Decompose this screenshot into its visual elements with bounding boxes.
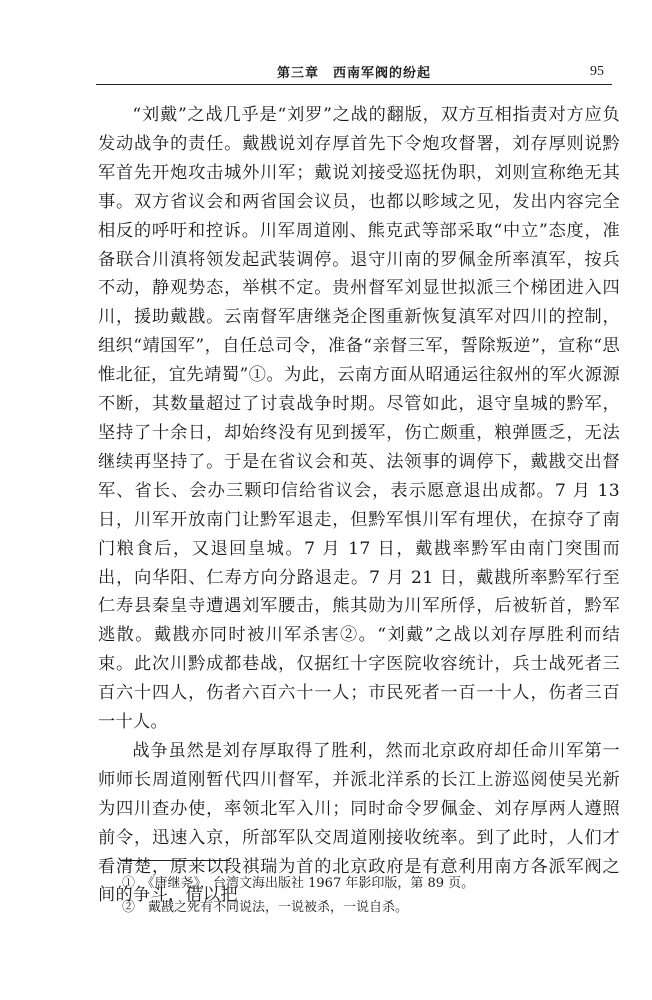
running-header — [96, 60, 612, 86]
page-number: 95 — [590, 64, 604, 79]
paragraph-1: “刘戴”之战几乎是“刘罗”之战的翻版，双方互相指责对方应负发动战争的责任。戴戡说刘存厚首先下令炮攻督署，刘存厚则说黔军首先开炮攻击城外川军；戴说刘接受巡抚伪职，刘则宣称绝无其事。双方省议会和两省国会议员，也都以畛域之见，发出内容完全相反的呼吁和控诉。川军周道刚、熊克武等部采取“中立”态度，准备联合川滇将领发起武装调停。退守川南的罗佩金所率滇军，按兵不动，静观势态，举棋不定。贵州督军刘显世拟派三个梯团进入四川，援助戴戡。云南督军唐继尧企图重新恢复滇军对四川的控制，组织“靖国军”，自任总司令，准备“亲督三军，誓除叛逆”，宣称“思惟北征，宜先靖蜀”①。为此，云南方面从昭通运往叙州的军火源源不断，其数量超过了讨袁战争时期。尽管如此，退守皇城的黔军，坚持了十余日，却始终没有见到援军，伤亡颇重，粮弹匮乏，无法继续再坚持了。于是在省议会和英、法领事的调停下，戴戡交出督军、省长、会办三颗印信给省议会，表示愿意退出成都。7 月 13 日，川军开放南门让黔军退走，但黔军惧川军有埋伏，在掠夺了南门粮食后，又退回皇城。7 月 17 日，戴戡率黔军由南门突围而出，向华阳、仁寿方向分路退走。7 月 21 日，戴戡所率黔军行至仁寿县秦皇寺遭遇刘军腰击，熊其勋为川军所俘，后被斩首，黔军逃散。戴戡亦同时被川军杀害②。“刘戴”之战以刘存厚胜利而结束。此次川黔成都巷战，仅据红十字医院收容统计，兵士战死者三百六十四人，伤者六百六十一人；市民死者一百一十人，伤者三百一十人。 — [98, 105, 620, 733]
footnotes — [122, 872, 622, 920]
paragraph-2: 战争虽然是刘存厚取得了胜利，然而北京政府却任命川军第一师师长周道刚暂代四川督军，并派北洋系的长江上游巡阅使吴光新为四川查办使，率领北军入川；同时命令罗佩金、刘存厚两人遵照前令，迅速入京，所部军队交周道刚接收统率。到了此时，人们才看清楚，原来以段祺瑞为首的北京政府是有意利用南方各派军阀之间的争斗，借以把 — [98, 740, 620, 906]
chapter-title: 第三章 西南军阀的纷起 — [276, 66, 431, 81]
footnote-2: ② 戴戡之死有不同说法，一说被杀，一说自杀。 — [122, 900, 409, 915]
footnote-rule — [120, 860, 230, 861]
body-text — [98, 101, 620, 910]
footnote-1: ① 《唐继尧》，台湾文海出版社 1967 年影印版，第 89 页。 — [122, 876, 475, 891]
header-rule — [96, 84, 612, 85]
